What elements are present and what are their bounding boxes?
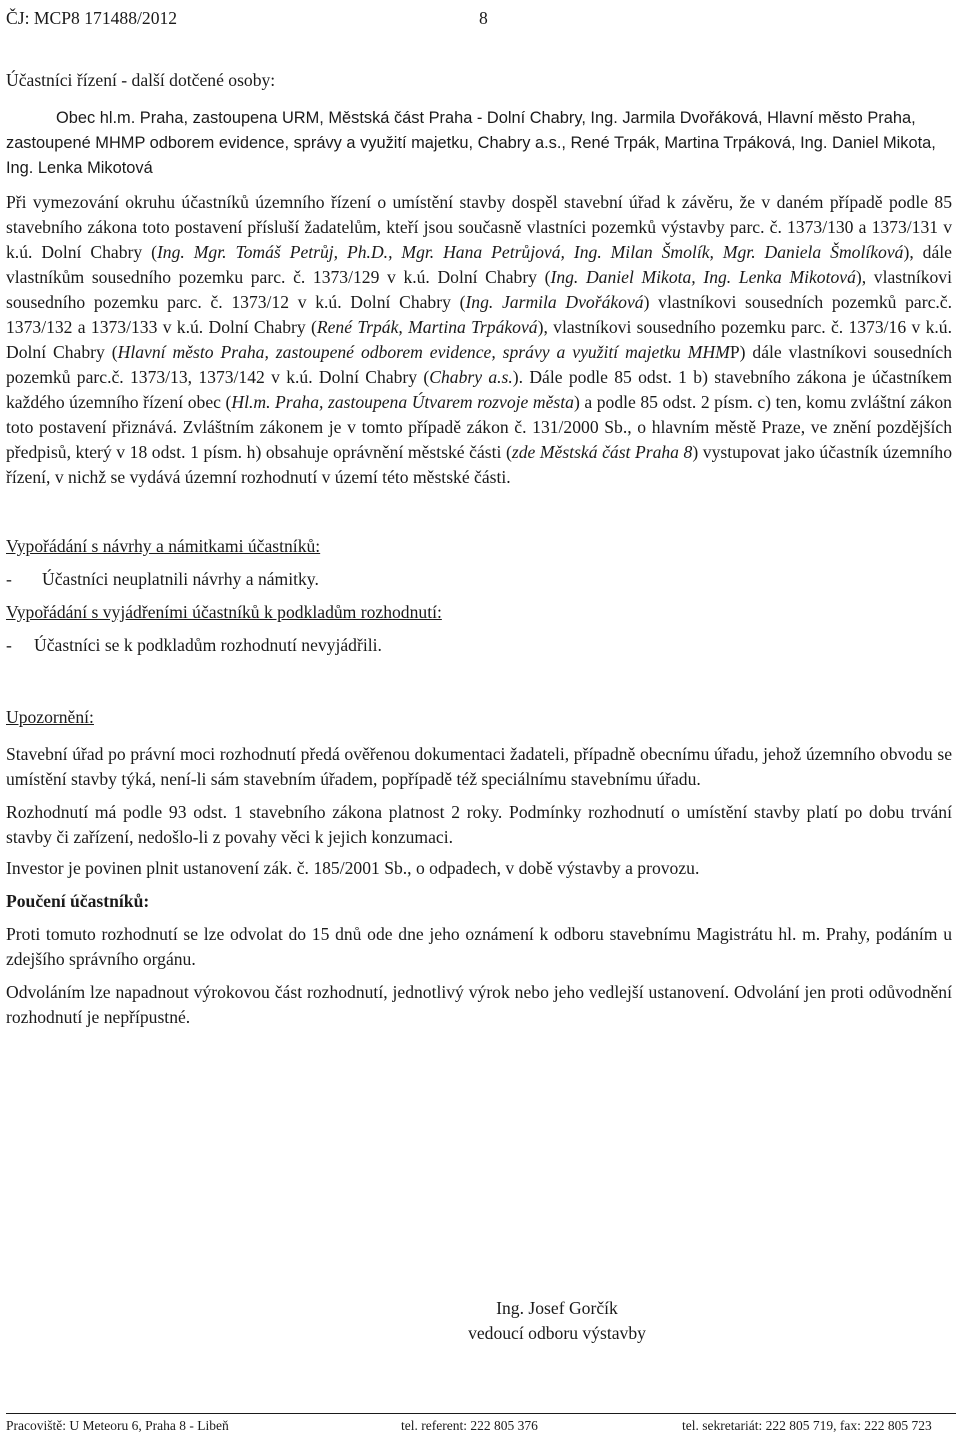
footer-address: Pracoviště: U Meteoru 6, Praha 8 - Libeň — [6, 1418, 229, 1433]
footer-referent-phone: tel. referent: 222 805 376 — [401, 1418, 538, 1433]
page-number: 8 — [479, 8, 488, 28]
participants-heading: Účastníci řízení - další dotčené osoby: — [6, 70, 276, 90]
instruction-heading: Poučení účastníků: — [6, 891, 150, 911]
document-body — [6, 68, 952, 1030]
document-reference: ČJ: MCP8 171488/2012 — [6, 8, 178, 28]
page-footer — [6, 1413, 956, 1433]
statements-item: - Účastníci se k podkladům rozhodnutí nevyjádřili. — [6, 635, 382, 655]
proposals-item: - Účastníci neuplatnili návrhy a námitky. — [6, 569, 319, 589]
signatory-name: Ing. Josef Gorčík — [496, 1298, 618, 1318]
notice-heading: Upozornění: — [6, 707, 94, 727]
signatory-title: vedoucí odboru výstavby — [468, 1323, 646, 1343]
signature-block — [0, 1296, 960, 1346]
proposals-heading: Vypořádání s návrhy a námitkami účastníků: — [6, 536, 321, 556]
participants-list: Obec hl.m. Praha, zastoupena URM, Městská část Praha - Dolní Chabry, Ing. Jarmila Dvořáková, Hlavní město Praha, zastoupené MHMP odborem evidence, správy a využití majetku, Chabry a.s., René Trpák, Martina Trpáková, Ing. Daniel Mikota, Ing. Lenka Mikotová — [6, 109, 936, 177]
instruction-paragraph-2: Odvoláním lze napadnout výrokovou část rozhodnutí, jednotlivý výrok nebo jeho vedlejší ustanovení. Odvolání jen proti odůvodnění rozhodnutí je nepřípustné. — [6, 982, 952, 1027]
notice-paragraph-1: Stavební úřad po právní moci rozhodnutí předá ověřenou dokumentaci žadateli, případně obecnímu úřadu, jehož územního obvodu se umístění stavby týká, není-li sám stavebním úřadem, popřípadě též speciálnímu stavebnímu úřadu. — [6, 744, 952, 789]
statements-heading: Vypořádání s vyjádřeními účastníků k podkladům rozhodnutí: — [6, 602, 442, 622]
reasoning-paragraph: Při vymezování okruhu účastníků územního řízení o umístění stavby dospěl stavební úřad k závěru, že v daném případě podle 85 stavebního zákona toto postavení přísluší žadatelům, kteří jsou současně vlastníci pozemků výstavby parc. č. 1373/130 a 1373/131 v k.ú. Dolní Chabry (Ing. Mgr. Tomáš Petrůj, Ph.D., Mgr. Hana Petrůjová, Ing. Milan Šmolík, Mgr. Daniela Šmolíková), dále vlastníkům sousedního pozemku parc. č. 1373/129 v k.ú. Dolní Chabry (Ing. Daniel Mikota, Ing. Lenka Mikotová), vlastníkovi sousedního pozemku parc. č. 1373/12 v k.ú. Dolní Chabry (Ing. Jarmila Dvořáková) vlastníkovi sousedních pozemků parc.č. 1373/132 a 1373/133 v k.ú. Dolní Chabry (René Trpák, Martina Trpáková), vlastníkovi sousedního pozemku parc. č. 1373/16 v k.ú. Dolní Chabry (Hlavní město Praha, zastoupené odborem evidence, správy a využití majetku MHMP) dále vlastníkovi sousedních pozemků parc.č. 1373/13, 1373/142 v k.ú. Dolní Chabry (Chabry a.s.). Dále podle 85 odst. 1 b) stavebního zákona je účastníkem každého územního řízení obec (Hl.m. Praha, zastoupena Útvarem rozvoje města) a podle 85 odst. 2 písm. c) ten, komu zvláštní zákon toto postavení přiznává. Zvláštním zákonem je v tomto případě zákon č. 131/2000 Sb., o hlavním městě Praze, ve znění pozdějších předpisů, který v 18 odst. 1 písm. h) obsahuje oprávnění městské části (zde Městská část Praha 8) vystupovat jako účastník územního řízení, v nichž se vydává územní rozhodnutí v území této městské části. — [6, 192, 953, 487]
footer-secretariat-phone: tel. sekretariát: 222 805 719, fax: 222 805 723 — [682, 1418, 932, 1433]
notice-paragraph-2: Rozhodnutí má podle 93 odst. 1 stavebního zákona platnost 2 roky. Podmínky rozhodnutí o umístění stavby platí po dobu trvání stavby či zařízení, nedošlo-li z povahy věci k jejich konzumaci. — [6, 802, 952, 847]
instruction-paragraph-1: Proti tomuto rozhodnutí se lze odvolat do 15 dnů ode dne jeho oznámení k odboru stavebnímu Magistrátu hl. m. Prahy, podáním u zdejšího správního orgánu. — [6, 924, 952, 969]
notice-paragraph-3: Investor je povinen plnit ustanovení zák. č. 185/2001 Sb., o odpadech, v době výstavby a provozu. — [6, 858, 700, 878]
